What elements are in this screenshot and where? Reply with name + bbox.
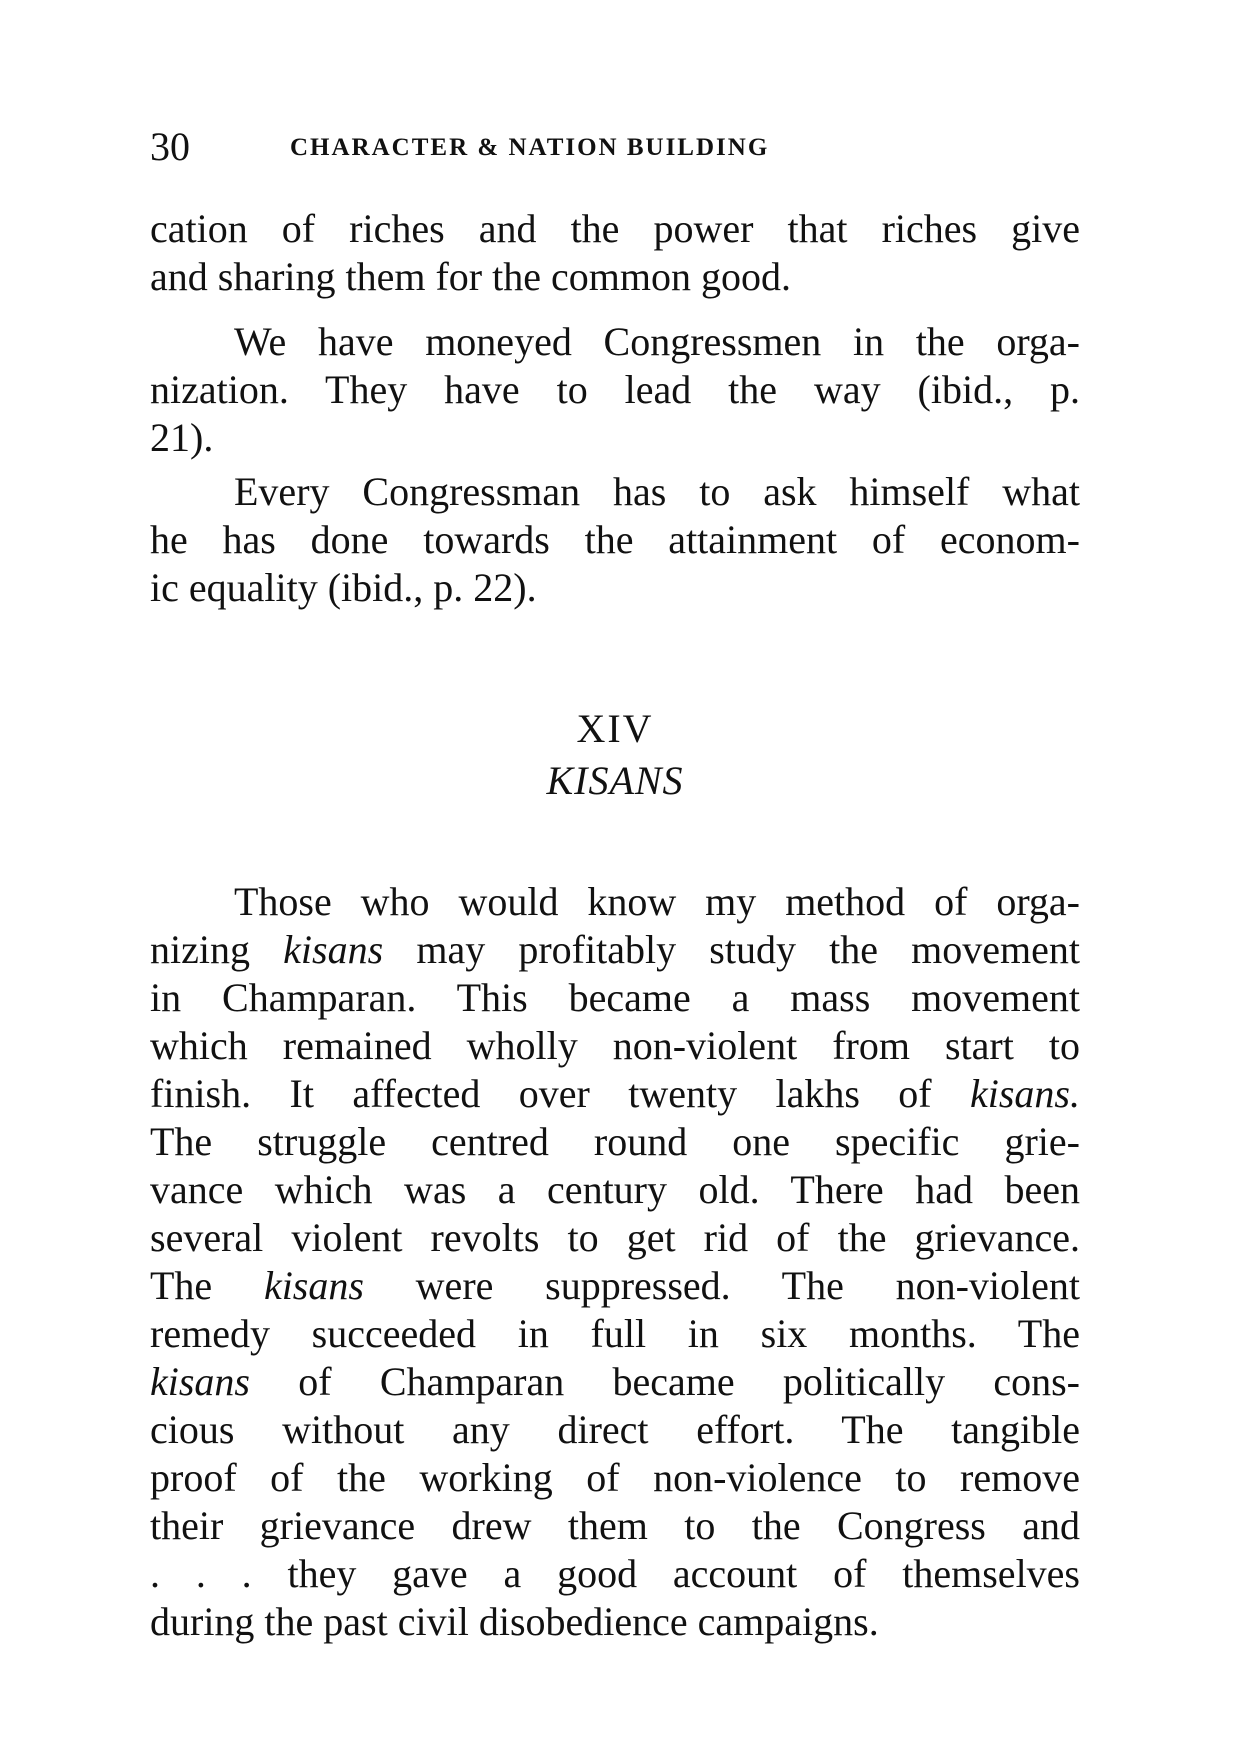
book-page bbox=[150, 0, 1080, 1760]
text-line: We have moneyed Congressmen in the orga- bbox=[234, 319, 1080, 364]
text-line: which remained wholly non-violent from start to bbox=[150, 1023, 1080, 1068]
text-line: 21). bbox=[150, 415, 214, 460]
text-line: several violent revolts to get rid of the grievance. bbox=[150, 1215, 1080, 1260]
text-line: their grievance drew them to the Congress and bbox=[150, 1503, 1080, 1548]
text-line: remedy succeeded in full in six months. The bbox=[150, 1311, 1080, 1356]
text-line: The struggle centred round one specific grie- bbox=[150, 1119, 1080, 1164]
text-line: in Champaran. This became a mass movement bbox=[150, 975, 1080, 1020]
text-line: he has done towards the attainment of econom- bbox=[150, 517, 1080, 562]
text-line: kisans of Champaran became politically cons- bbox=[150, 1359, 1080, 1404]
italic-term: kisans bbox=[150, 1359, 250, 1404]
italic-term: kisans. bbox=[970, 1071, 1080, 1116]
text-line: during the past civil disobedience campaigns. bbox=[150, 1599, 879, 1644]
text-line: nization. They have to lead the way (ibid., p. bbox=[150, 367, 1080, 412]
text-line: ic equality (ibid., p. 22). bbox=[150, 565, 537, 610]
page-number: 30 bbox=[150, 124, 190, 169]
text-line: Those who would know my method of orga- bbox=[234, 879, 1080, 924]
italic-term: kisans bbox=[263, 1263, 364, 1308]
text-line: vance which was a century old. There had been bbox=[150, 1167, 1080, 1212]
text-line: . . . they gave a good account of themselves bbox=[150, 1551, 1080, 1596]
text-line: cation of riches and the power that riches give bbox=[150, 206, 1080, 251]
running-title: CHARACTER & NATION BUILDING bbox=[290, 134, 770, 161]
text-line: Every Congressman has to ask himself what bbox=[234, 469, 1080, 514]
italic-term: kisans bbox=[283, 927, 384, 972]
section-number: XIV bbox=[576, 706, 654, 751]
section-title: KISANS bbox=[546, 758, 684, 803]
running-head bbox=[150, 122, 1080, 172]
text-line: and sharing them for the common good. bbox=[150, 254, 791, 299]
text-line: proof of the working of non-violence to remove bbox=[150, 1455, 1080, 1500]
text-line: nizing kisans may profitably study the movement bbox=[150, 927, 1080, 972]
text-line: finish. It affected over twenty lakhs of kisans. bbox=[150, 1071, 1080, 1116]
text-line: cious without any direct effort. The tangible bbox=[150, 1407, 1080, 1452]
text-line: The kisans were suppressed. The non-violent bbox=[150, 1263, 1081, 1308]
